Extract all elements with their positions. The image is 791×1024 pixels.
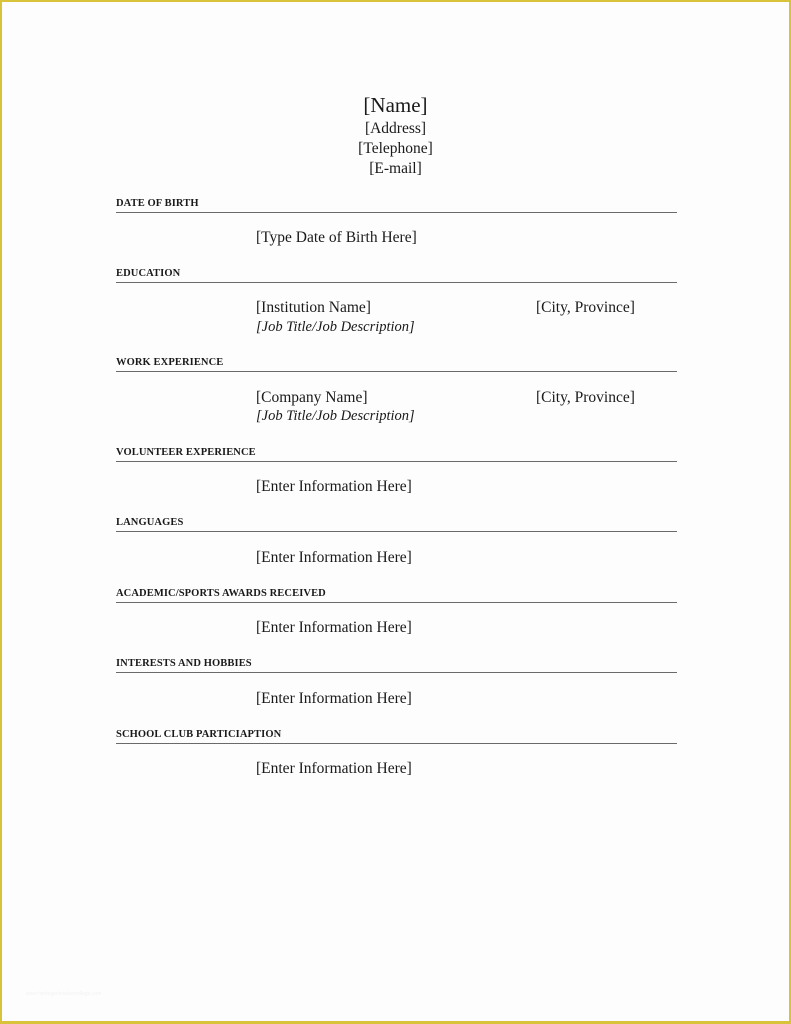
section-heading-interests: INTERESTS AND HOBBIES [116, 657, 677, 673]
telephone: [Telephone] [358, 140, 433, 157]
address: [Address] [364, 120, 427, 137]
volunteer-entry: [Enter Information Here] [256, 478, 412, 495]
section-heading-work-experience: WORK EXPERIENCE [116, 356, 677, 372]
contact-header [0, 92, 791, 179]
work-location: [City, Province] [536, 389, 635, 406]
company-name: [Company Name] [256, 389, 368, 406]
section-heading-date-of-birth: DATE OF BIRTH [116, 197, 677, 213]
section-heading-awards: ACADEMIC/SPORTS AWARDS RECEIVED [116, 587, 677, 603]
email: [E-mail] [369, 160, 422, 177]
applicant-name: [Name] [363, 93, 428, 117]
date-of-birth-entry: [Type Date of Birth Here] [256, 229, 417, 246]
section-heading-school-club: SCHOOL CLUB PARTICIAPTION [116, 728, 677, 744]
institution-name: [Institution Name] [256, 299, 371, 316]
section-heading-volunteer-experience: VOLUNTEER EXPERIENCE [116, 446, 677, 462]
languages-entry: [Enter Information Here] [256, 549, 412, 566]
section-heading-languages: LANGUAGES [116, 516, 677, 532]
interests-entry: [Enter Information Here] [256, 690, 412, 707]
school-club-entry: [Enter Information Here] [256, 760, 412, 777]
watermark: www.heritagechristiancollege.com [26, 991, 102, 997]
work-detail: [Job Title/Job Description] [256, 408, 415, 424]
education-detail: [Job Title/Job Description] [256, 319, 415, 335]
education-location: [City, Province] [536, 299, 635, 316]
section-heading-education: EDUCATION [116, 267, 677, 283]
awards-entry: [Enter Information Here] [256, 619, 412, 636]
